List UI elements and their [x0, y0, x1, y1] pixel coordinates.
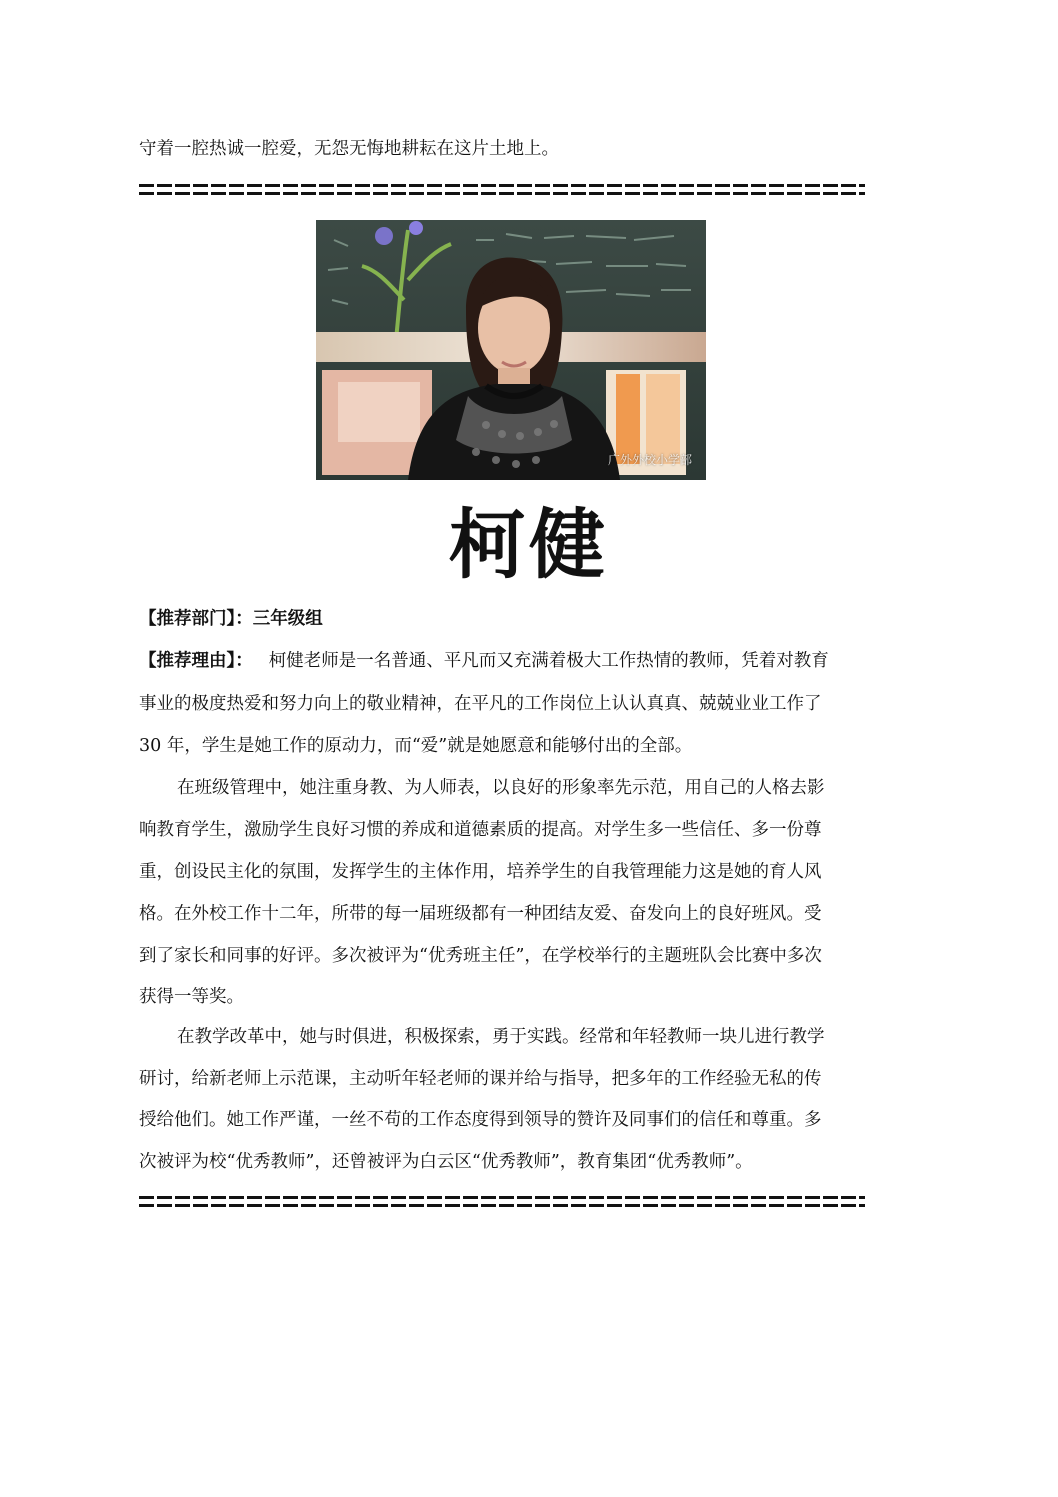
- reason-line-3: 30 年，学生是她工作的原动力，而“爱”就是她愿意和能够付出的全部。: [139, 736, 693, 756]
- paragraph2-line-1: 在班级管理中，她注重身教、为人师表，以良好的形象率先示范，用自己的人格去影: [177, 778, 825, 798]
- photo-watermark: 广外外校小学部: [607, 453, 692, 467]
- department-line: [139, 607, 884, 631]
- reason-label: 【推荐理由】：: [139, 651, 253, 671]
- paragraph2-line-4: 格。在外校工作十二年，所带的每一届班级都有一种团结友爱、奋发向上的良好班风。受: [139, 904, 822, 924]
- paragraph3-line-2: 研讨，给新老师上示范课，主动听年轻老师的课并给与指导，把多年的工作经验无私的传: [139, 1069, 822, 1089]
- top-text-line: 守着一腔热诚一腔爱，无怨无悔地耕耘在这片土地上。: [139, 139, 559, 159]
- department-value: 三年级组: [252, 609, 323, 629]
- paragraph2-line-5: 到了家长和同事的好评。多次被评为“优秀班主任”，在学校举行的主题班队会比赛中多次: [139, 946, 822, 966]
- paragraph3-line-3: 授给他们。她工作严谨，一丝不苟的工作态度得到领导的赞许及同事们的信任和尊重。多: [139, 1110, 822, 1130]
- paragraph3-line-4: 次被评为校“优秀教师”，还曾被评为白云区“优秀教师”，教育集团“优秀教师”。: [139, 1152, 753, 1172]
- teacher-name: 柯健: [449, 500, 609, 589]
- separator-top: [139, 184, 865, 198]
- paragraph3-line-1: 在教学改革中，她与时俱进，积极探索，勇于实践。经常和年轻教师一块儿进行教学: [177, 1027, 825, 1047]
- paragraph2-line-2: 响教育学生，激励学生良好习惯的养成和道德素质的提高。对学生多一些信任、多一份尊: [139, 820, 822, 840]
- teacher-photo: [316, 220, 706, 480]
- paragraph2-line-3: 重，创设民主化的氛围，发挥学生的主体作用，培养学生的自我管理能力这是她的育人风: [139, 862, 822, 882]
- reason-line-1: [139, 649, 884, 673]
- separator-bottom: [139, 1196, 865, 1210]
- reason-line-2: 事业的极度热爱和努力向上的敬业精神，在平凡的工作岗位上认认真真、兢兢业业工作了: [139, 694, 822, 714]
- department-label: 【推荐部门】：: [139, 609, 253, 629]
- paragraph2-line-6: 获得一等奖。: [139, 987, 244, 1007]
- reason-text: 柯健老师是一名普通、平凡而又充满着极大工作热情的教师，凭着对教育: [268, 651, 829, 671]
- teacher-portrait-image: [316, 220, 706, 480]
